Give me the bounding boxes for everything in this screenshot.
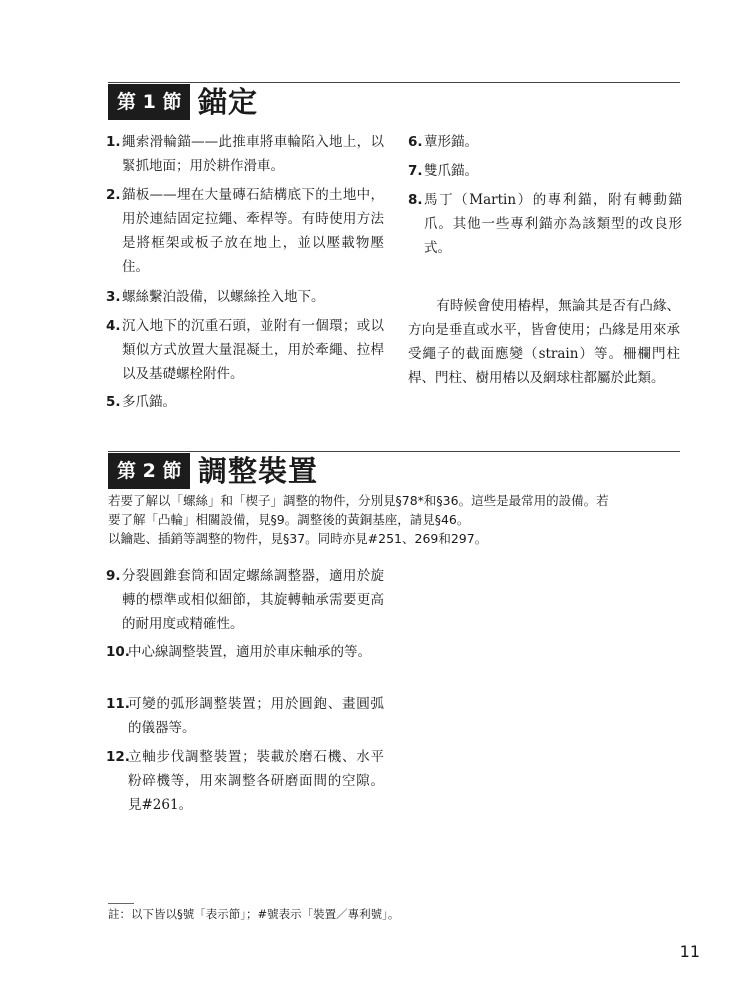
list-item xyxy=(106,390,384,414)
list-item xyxy=(106,183,384,279)
list-item xyxy=(106,564,384,636)
list-item xyxy=(106,640,384,664)
item-number: 10. xyxy=(106,644,130,660)
item-number: 4. xyxy=(106,318,121,334)
footnote: 註：以下皆以§號「表示節」；#號表示「裝置／專利號」。 xyxy=(108,907,400,921)
item-text: 馬丁（Martin）的專利錨，附有轉動錨爪。其他一些專利錨亦為該類型的改良形式。 xyxy=(424,192,682,256)
section-1-label: 第 1 節 xyxy=(108,84,190,120)
item-text: 錨板——埋在大量磚石結構底下的土地中，用於連結固定拉繩、牽桿等。有時使用方法是將框架或板子放在地上，並以壓載物壓住。 xyxy=(122,187,384,275)
item-number: 12. xyxy=(106,749,130,765)
list-item xyxy=(106,285,384,309)
intro-line: 要了解「凸輪」相關設備，見§9。調整後的黃銅基座，請見§46。 xyxy=(108,512,470,527)
page-number: 11 xyxy=(679,942,700,961)
item-text: 分裂圓錐套筒和固定螺絲調整器，適用於旋轉的標準或相似細節，其旋轉軸承需要更高的耐用度或精確性。 xyxy=(122,568,384,632)
item-number: 7. xyxy=(408,163,423,179)
section-1-rule xyxy=(108,82,680,83)
item-text: 蕈形錨。 xyxy=(424,134,478,150)
item-number: 9. xyxy=(106,568,121,584)
item-text: 立軸步伐調整裝置；裝載於磨石機、水平粉碎機等，用來調整各研磨面間的空隙。見#261。 xyxy=(128,749,384,813)
list-item xyxy=(408,130,682,154)
section-2-title: 調整裝置 xyxy=(198,454,319,488)
footnote-rule xyxy=(108,903,134,904)
intro-line: 以鑰匙、插銷等調整的物件，見§37。同時亦見#251、269和297。 xyxy=(108,531,488,546)
item-text: 繩索滑輪錨——此推車將車輪陷入地上，以緊抓地面；用於耕作滑車。 xyxy=(122,134,384,174)
item-number: 6. xyxy=(408,134,423,150)
item-number: 5. xyxy=(106,394,121,410)
section-2-intro xyxy=(108,491,688,548)
item-text: 可變的弧形調整裝置；用於圓鉋、畫圓弧的儀器等。 xyxy=(128,696,384,736)
section-2-rule xyxy=(108,451,680,452)
list-item xyxy=(106,745,384,817)
item-text: 雙爪錨。 xyxy=(424,163,478,179)
item-text: 中心線調整裝置，適用於車床軸承的等。 xyxy=(128,644,371,660)
list-item xyxy=(106,130,384,178)
section-2-label: 第 2 節 xyxy=(108,453,190,489)
list-item xyxy=(408,159,682,183)
list-item xyxy=(106,314,384,386)
item-number: 2. xyxy=(106,187,121,203)
intro-line: 若要了解以「螺絲」和「楔子」調整的物件，分別見§78*和§36。這些是最常用的設備。若 xyxy=(108,493,609,508)
item-text: 多爪錨。 xyxy=(122,394,176,410)
section-1-title: 錨定 xyxy=(198,85,259,119)
item-number: 3. xyxy=(106,289,121,305)
item-text: 螺絲繫泊設備，以螺絲拴入地下。 xyxy=(122,289,325,305)
item-number: 11. xyxy=(106,696,130,712)
item-number: 8. xyxy=(408,192,423,208)
item-number: 1. xyxy=(106,134,121,150)
item-text: 沉入地下的沉重石頭，並附有一個環；或以類似方式放置大量混凝土，用於牽繩、拉桿以及基礎螺栓附件。 xyxy=(122,318,384,382)
list-item xyxy=(106,692,384,740)
list-item xyxy=(408,188,682,260)
anchor-paragraph: 有時候會使用樁桿，無論其是否有凸緣、方向是垂直或水平，皆會使用；凸緣是用來承受繩子的截面應變（strain）等。柵欄門柱桿、門柱、樹用樁以及網球柱都屬於此類。 xyxy=(408,298,680,386)
